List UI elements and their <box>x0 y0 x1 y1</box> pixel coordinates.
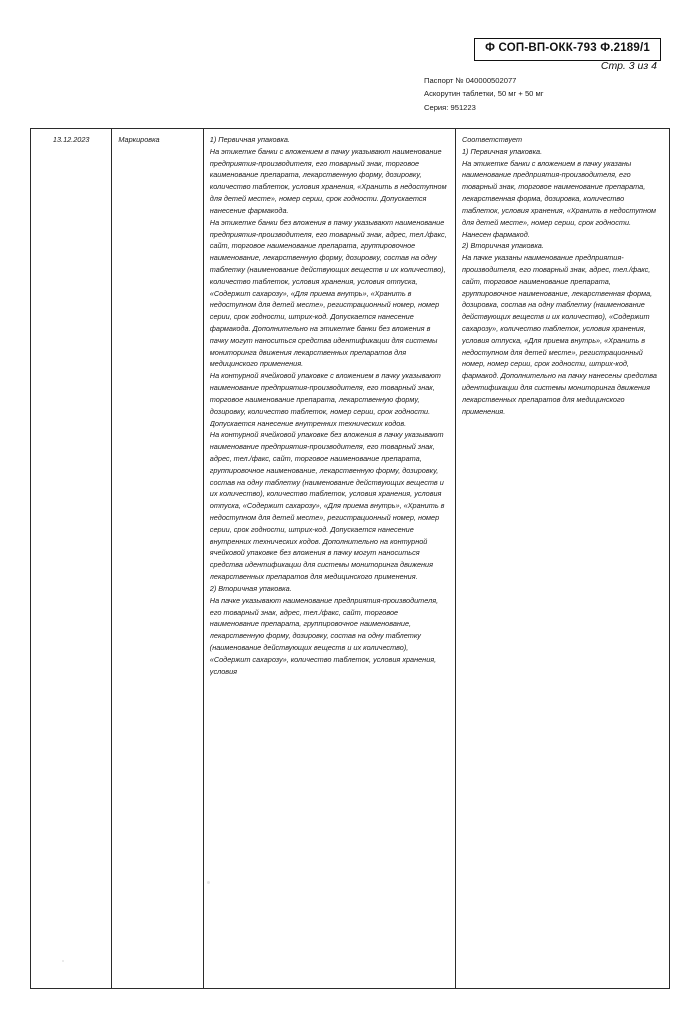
result-para: 2) Вторичная упаковка. <box>461 241 544 251</box>
inspection-table-wrapper <box>30 128 670 988</box>
table-row <box>31 129 670 989</box>
page-indicator: Стр. 3 из 4 <box>600 60 657 72</box>
stage-value: Маркировка <box>118 135 160 144</box>
date-value: 13.12.2023 <box>52 135 90 144</box>
passport-number: Паспорт № 040000502077 <box>424 76 517 85</box>
result-para: На пачке указаны наименование предприятия-производителя, его товарный знак, адрес, тел./факс, сайт, торговое наименование препарата, группировочное наименование, лекарственная форма, дозировка, состав на одну таблетку (наименование действующих веществ и их количество), «Содержит сахарозу», количество таблеток, условия хранения, условия отпуска, «Для приема внутрь», «Хранить в недоступном для детей месте», регистрационный номер, номер серии, срок годности, штрих-код, фармакод. Дополнительно на пачку нанесены средства идентификации для системы мониторинга движения лекарственных препаратов для медицинского применения. <box>461 253 657 416</box>
requirements-para: 1) Первичная упаковка. <box>209 135 290 144</box>
series-number: Серия: 951223 <box>424 102 476 112</box>
cell-stage <box>112 129 203 989</box>
result-text <box>462 134 663 982</box>
product-name: Аскорутин таблетки, 50 мг + 50 мг <box>424 89 544 99</box>
form-code-text: Ф СОП-ВП-ОКК-793 Ф.2189/1 <box>485 42 650 54</box>
cell-date <box>31 129 112 989</box>
requirements-para: 2) Вторичная упаковка. <box>209 583 292 593</box>
result-para: На этикетке банки с вложением в пачку указаны наименование предприятия-производителя, его товарный знак, торговое наименование препарата, лекарственная форма, дозировка, количество таблеток, условия хранения, «Хранить в недоступном для детей месте», номер серии, срок годности. <box>461 158 657 227</box>
requirements-para: На контурной ячейковой упаковке без вложения в пачку указывают наименование предприятия-производителя, его товарный знак, адрес, тел./факс, сайт, торговое наименование препарата, группировочное наименование, лекарственную форму, дозировку, состав на одну таблетку (наименование действующих веществ и их количество), количество таблеток, условия хранения, условия отпуска, «Содержит сахарозу», «Для приема внутрь», «Хранить в недоступном для детей месте», регистрационный номер, номер серии, срок годности, штрих-код. Допускается нанесение внутренних технических кодов. Дополнительно на контурной ячейковой упаковке без вложения в пачку могут наноситься средства идентификации для системы мониторинга движения лекарственных препаратов для медицинского применения. <box>209 430 445 582</box>
form-code-box <box>474 38 661 61</box>
result-para: 1) Первичная упаковка. <box>461 146 543 156</box>
document-meta <box>424 74 544 114</box>
cell-result <box>455 129 669 989</box>
requirements-para: На контурной ячейковой упаковке с вложением в пачку указывают наименование предприятия-производителя, его товарный знак, торговое наименование препарата, лекарственную форму, дозировку, количество таблеток, номер серии, срок годности. <box>209 371 441 416</box>
requirements-para: Допускается нанесение внутренних технических кодов. <box>209 418 407 428</box>
requirements-text <box>210 134 449 982</box>
result-para: Нанесен фармакод. <box>461 229 530 239</box>
cell-requirements <box>203 129 455 989</box>
result-conformity: Соответствует <box>461 135 523 144</box>
requirements-para: На этикетке банки без вложения в пачку указывают наименование предприятия-производителя, его товарный знак, адрес, тел./факс, сайт, торговое наименование препарата, группировочное наименование, лекарственную форму, дозировку, состав на одну таблетку (наименование действующих веществ и их количество), количество таблеток, условия хранения, условия отпуска, «Содержит сахарозу», «Для приема внутрь», «Хранить в недоступном для детей месте», регистрационный номер, номер серии, срок годности, штрих-код. Допускается нанесение фармакода. Дополнительно на этикетке банки без вложения в пачку могут наноситься средства идентификации для системы мониторинга движения лекарственных препаратов для медицинского применения. <box>209 217 447 369</box>
scan-artifact <box>62 960 64 962</box>
requirements-para: На пачке указывают наименование предприятия-производителя, его товарный знак, адрес, тел./факс, сайт, торговое наименование препарата, группировочное наименование, лекарственную форму, дозировку, состав на одну таблетку (наименование действующих веществ и их количество), «Содержит сахарозу», количество таблеток, условия хранения, условия <box>209 595 439 676</box>
inspection-table <box>30 128 670 989</box>
requirements-para: На этикетке банки с вложением в пачку указывают наименование предприятия-производителя, его товарный знак, торговое каименование препарата, лекарственную форму, дозировку, количество таблеток, условия хранения, «Хранить в недоступном для детей месте», номер серии, срок годности. Допускается нанесение фармакода. <box>209 146 447 215</box>
scan-artifact <box>207 881 210 884</box>
